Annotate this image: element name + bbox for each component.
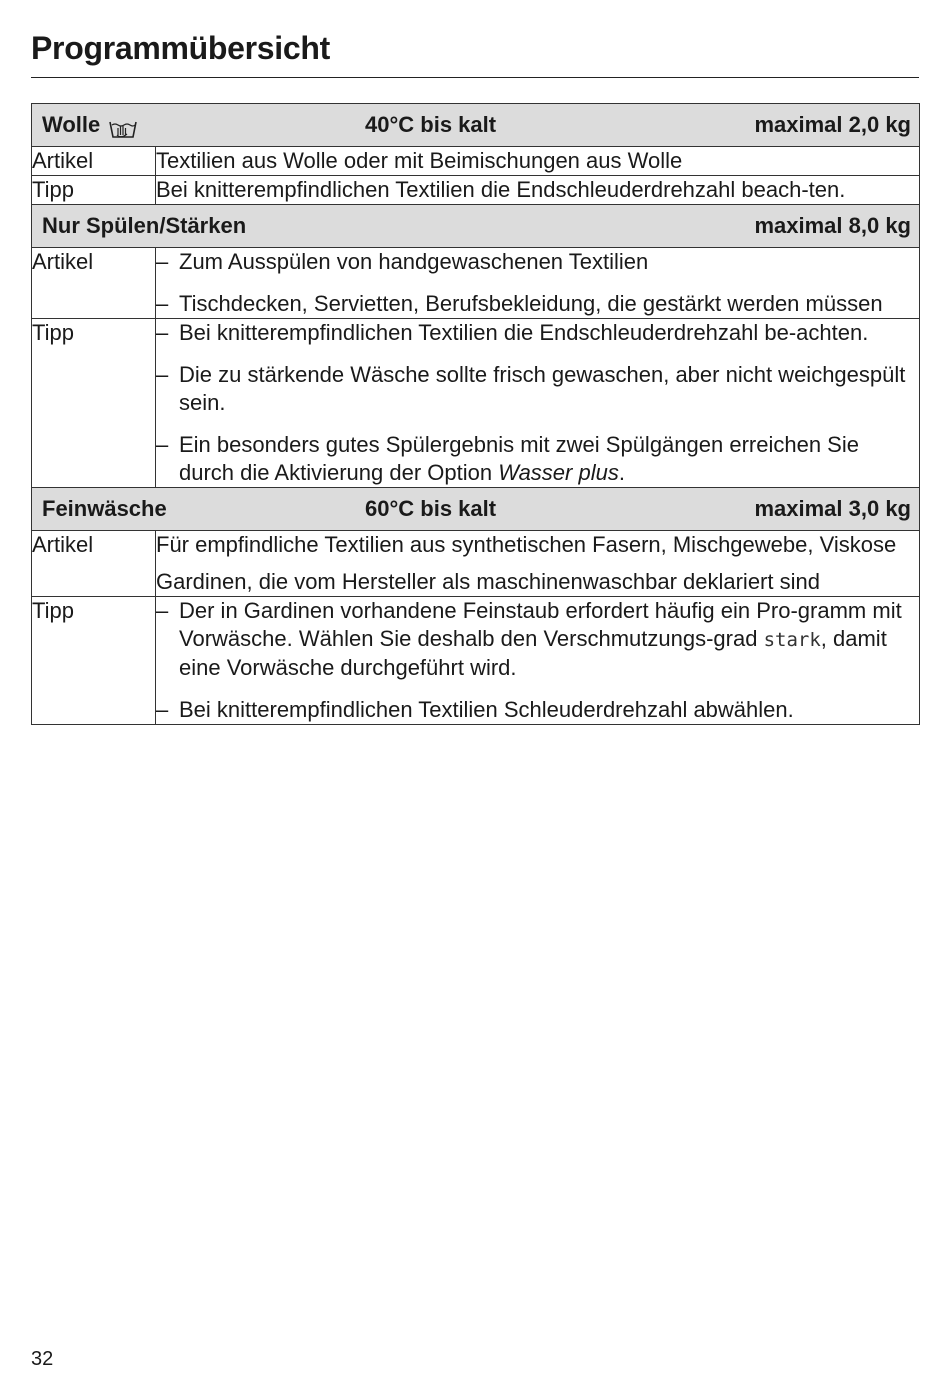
tipp-row xyxy=(32,176,920,205)
bullet-text: Zum Ausspülen von handgewaschenen Textilien xyxy=(179,249,649,274)
program-table xyxy=(31,103,920,725)
row-label: Tipp xyxy=(32,176,156,205)
program-name: Nur Spülen/Stärken xyxy=(42,213,247,238)
page-title: Programmübersicht xyxy=(31,30,330,66)
program-header-wolle xyxy=(32,104,920,147)
program-header-feinwaesche xyxy=(32,488,920,531)
bullet-item: – Der in Gardinen vorhandene Feinstaub erfordert häufig ein Pro-gramm mit Vorwäsche. Wählen Sie deshalb den Verschmutzungs-grad stark, damit eine Vorwäsche durchgeführt wird. xyxy=(156,597,919,682)
bullet-text: Bei knitterempfindlichen Textilien Schleuderdrehzahl abwählen. xyxy=(179,697,794,722)
program-temperature: 60°C bis kalt xyxy=(365,496,497,521)
title-rule xyxy=(31,77,919,78)
bullet-item: – Zum Ausspülen von handgewaschenen Textilien xyxy=(156,248,919,276)
handwash-icon xyxy=(108,113,138,137)
artikel-row xyxy=(32,531,920,597)
bullet-item: – Bei knitterempfindlichen Textilien die Endschleuderdrehzahl be-achten. xyxy=(156,319,919,347)
bullet-text: Der in Gardinen vorhandene Feinstaub erfordert häufig ein Pro-gramm mit Vorwäsche. Wählen Sie deshalb den Verschmutzungs-grad stark, damit eine Vorwäsche durchgeführt wird. xyxy=(179,598,902,680)
row-label: Artikel xyxy=(32,248,156,319)
program-header-spuelen xyxy=(32,205,920,248)
artikel-text: Textilien aus Wolle oder mit Beimischungen aus Wolle xyxy=(156,148,683,173)
bullet-text: Ein besonders gutes Spülergebnis mit zwei Spülgängen erreichen Sie durch die Aktivierung der Option Wasser plus. xyxy=(179,432,859,485)
row-label: Artikel xyxy=(32,531,156,597)
bullet-text: Tischdecken, Servietten, Berufsbekleidung, die gestärkt werden müssen xyxy=(179,291,883,316)
program-max-load: maximal 3,0 kg xyxy=(754,496,911,521)
row-label: Tipp xyxy=(32,319,156,488)
program-temperature: 40°C bis kalt xyxy=(365,112,497,137)
bullet-item: – Tischdecken, Servietten, Berufsbekleidung, die gestärkt werden müssen xyxy=(156,290,919,318)
program-name: Feinwäsche xyxy=(42,496,167,521)
display-value: stark xyxy=(763,629,821,651)
program-max-load: maximal 8,0 kg xyxy=(754,213,911,238)
artikel-text: Für empfindliche Textilien aus synthetischen Fasern, Mischgewebe, Viskose xyxy=(156,532,897,557)
bullet-item: – Die zu stärkende Wäsche sollte frisch gewaschen, aber nicht weichgespült sein. xyxy=(156,361,919,417)
tipp-row xyxy=(32,319,920,488)
bullet-text: Bei knitterempfindlichen Textilien die Endschleuderdrehzahl be-achten. xyxy=(179,320,869,345)
page-number: 32 xyxy=(31,1348,54,1370)
artikel-row xyxy=(32,248,920,319)
artikel-row xyxy=(32,147,920,176)
program-max-load: maximal 2,0 kg xyxy=(754,112,911,137)
option-name: Wasser plus xyxy=(498,460,619,485)
row-label: Artikel xyxy=(32,147,156,176)
row-label: Tipp xyxy=(32,597,156,725)
tipp-row xyxy=(32,597,920,725)
artikel-text: Gardinen, die vom Hersteller als maschinenwaschbar deklariert sind xyxy=(156,569,820,594)
tipp-text: Bei knitterempfindlichen Textilien die Endschleuderdrehzahl beach-ten. xyxy=(156,177,846,202)
bullet-text: Die zu stärkende Wäsche sollte frisch gewaschen, aber nicht weichgespült sein. xyxy=(179,362,906,415)
program-name: Wolle xyxy=(42,112,101,137)
bullet-item: – Bei knitterempfindlichen Textilien Schleuderdrehzahl abwählen. xyxy=(156,696,919,724)
bullet-item: – Ein besonders gutes Spülergebnis mit zwei Spülgängen erreichen Sie durch die Aktivierung der Option Wasser plus. xyxy=(156,431,919,487)
